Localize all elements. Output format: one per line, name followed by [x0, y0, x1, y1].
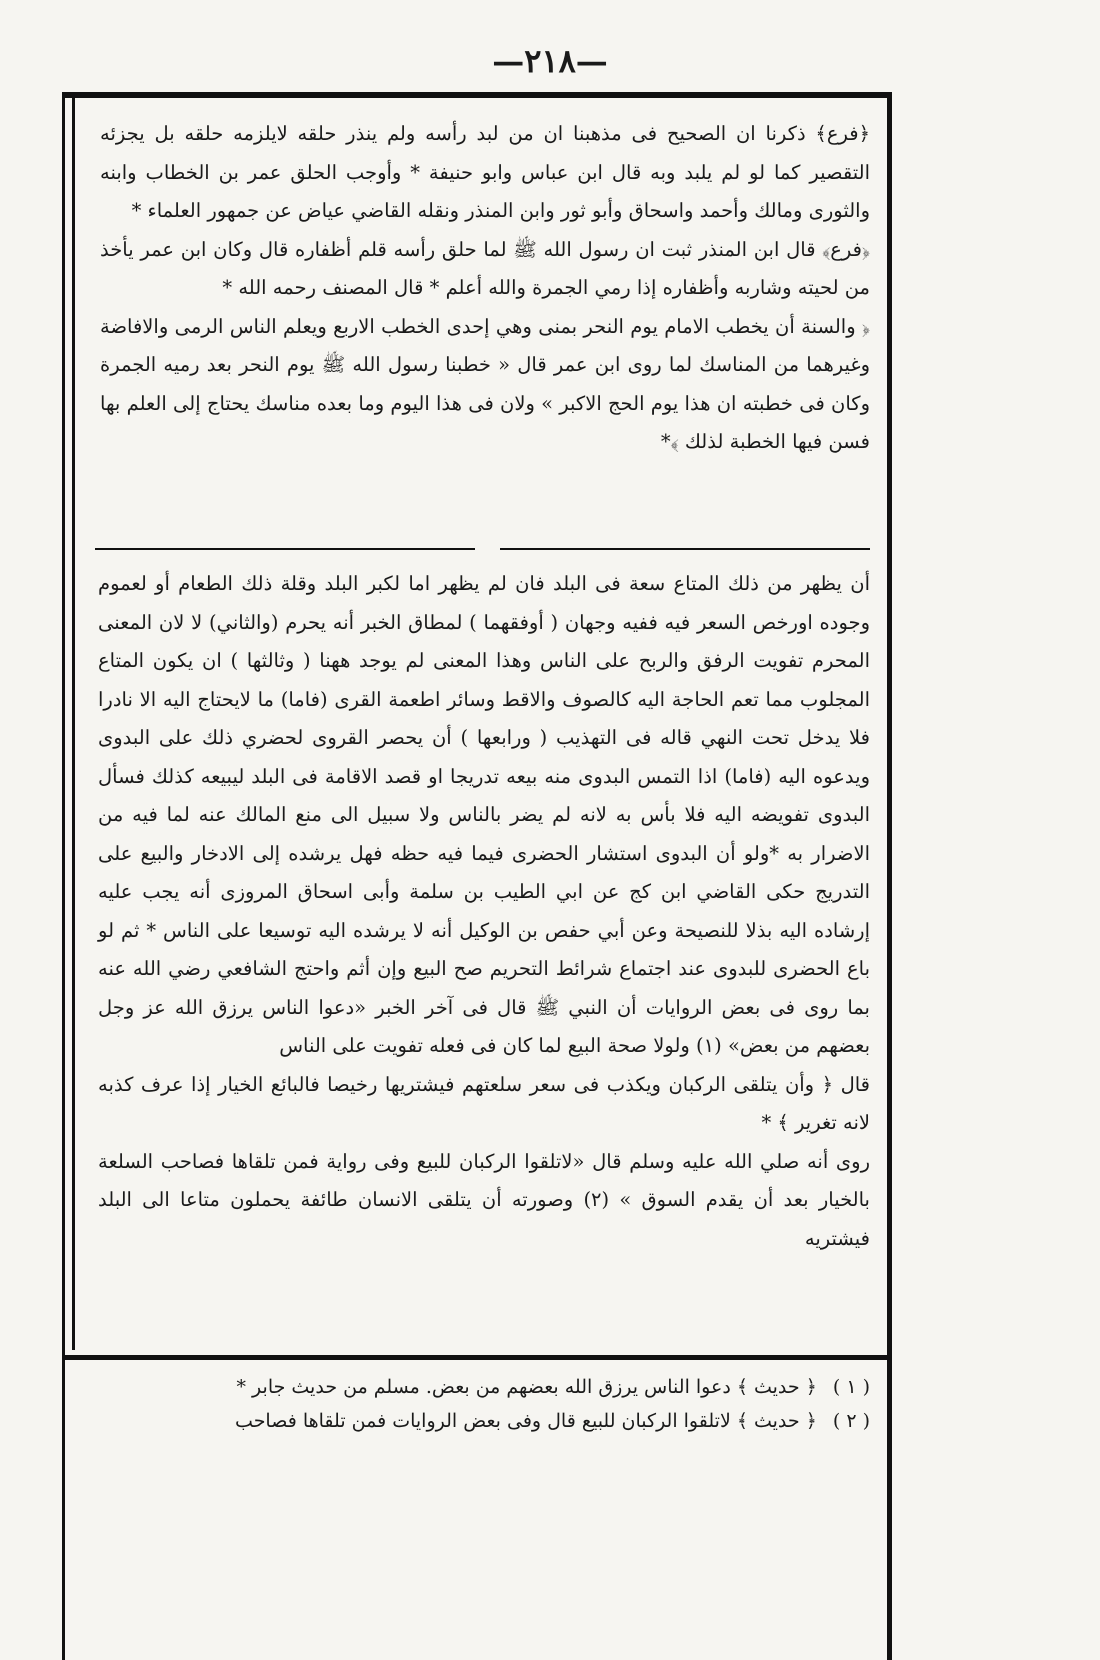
footnotes — [100, 1370, 870, 1438]
paragraph: ﴿فرع﴾ ذكرنا ان الصحيح فى مذهبنا ان من لبد رأسه ولم ينذر حلقه لايلزمه حلقه بل يجزئه التقصير كما لو لم يلبد وبه قال ابن عباس وابو حنيفة * وأوجب الحلق عمر بن الخطاب وابنه والثورى ومالك وأحمد واسحاق وأبو ثور وابن المنذر ونقله القاضي عياض عن جمهور العلماء * — [100, 122, 870, 222]
footnote-separator — [62, 1355, 892, 1360]
paragraph: قال ﴿ وأن يتلقى الركبان ويكذب فى سعر سلعتهم فيشتريها رخيصا فالبائع الخيار إذا عرف كذبه لانه تغرير ﴾ * — [98, 1072, 870, 1134]
upper-text-block — [100, 115, 870, 462]
section-divider — [500, 548, 870, 550]
paragraph: ﴿فرع﴾ قال ابن المنذر ثبت ان رسول الله ﷺ لما حلق رأسه قلم أظفاره قال وكان ابن عمر يأخذ من لحيته وشاربه وأظفاره إذا رمي الجمرة والله أعلم * قال المصنف رحمه الله * — [100, 237, 870, 299]
frame-inner-line — [72, 98, 75, 1350]
footnote-text: ﴿ حديث ﴾ دعوا الناس يرزق الله بعضهم من بعض. مسلم من حديث جابر * — [236, 1376, 817, 1398]
page-number: —٢١٨— — [492, 42, 608, 80]
lower-text-block — [98, 565, 870, 1258]
footnote-text: ﴿ حديث ﴾ لاتلقوا الركبان للبيع قال وفى بعض الروايات فمن تلقاها فصاحب — [235, 1410, 817, 1432]
footnote — [100, 1370, 870, 1404]
paragraph: روى أنه صلي الله عليه وسلم قال «لاتلقوا الركبان للبيع وفى رواية فمن تلقاها فصاحب السلعة بالخيار بعد أن يقدم السوق » (٢) وصورته أن يتلقى الانسان طائفة يحملون متاعا الى البلد فيشتريه — [98, 1149, 870, 1250]
footnote — [100, 1404, 870, 1438]
footnote-number: ( ١ ) — [832, 1376, 870, 1398]
section-divider — [95, 548, 475, 550]
paragraph: أن يظهر من ذلك المتاع سعة فى البلد فان لم يظهر اما لكبر البلد وقلة ذلك الطعام أو لعموم وجوده اورخص السعر فيه ففيه وجهان ( أوفقهما ) لمطاق الخبر أنه يحرم (والثاني) لا لان المعنى المحرم تفويت الرفق والربح على الناس وهذا المعنى لم يوجد ههنا ( وثالثها ) ان يكون المتاع المجلوب مما تعم الحاجة اليه كالصوف والاقط وسائر اطعمة القرى (فاما) ما لايحتاج اليه الا نادرا فلا يدخل تحت النهي قاله فى التهذيب ( ورابعها ) أن يحصر القروى لحضري ذلك على البدوى ويدعوه اليه (فاما) اذا التمس البدوى منه بيعه تدريجا او قصد الاقامة فى البلد ليبيعه كذلك فسأل البدوى تفويضه اليه فلا بأس به لانه لم يضر بالناس ولا سبيل الى منع المالك عنه لما فيه من الاضرار به *ولو أن البدوى استشار الحضرى فيما فيه حظه فهل يرشده إلى الادخار والبيع على التدريج حكى القاضي ابن كج عن ابي الطيب بن سلمة وأبى اسحاق المروزى أنه يجب عليه إرشاده اليه بذلا للنصيحة وعن أبي حفص بن الوكيل أنه لا يرشده اليه توسيعا على الناس * ثم لو باع الحضرى للبدوى عند اجتماع شرائط التحريم صح البيع وإن أثم واحتج الشافعي رضي الله عنه بما روى فى بعض الروايات أن النبي ﷺ قال فى آخر الخبر «دعوا الناس يرزق الله عز وجل بعضهم من بعض» (١) ولولا صحة البيع لما كان فى فعله تفويت على الناس — [98, 572, 870, 1057]
footnote-number: ( ٢ ) — [832, 1410, 870, 1432]
paragraph: ﴿ والسنة أن يخطب الامام يوم النحر بمنى وهي إحدى الخطب الاربع ويعلم الناس الرمى والافاضة وغيرهما من المناسك لما روى ابن عمر قال « خطبنا رسول الله ﷺ يوم النحر بعد رميه الجمرة وكان فى خطبته ان هذا يوم الحج الاكبر » ولان فى هذا اليوم وما بعده مناسك يحتاج إلى العلم بها فسن فيها الخطبة لذلك ﴾* — [100, 314, 870, 453]
